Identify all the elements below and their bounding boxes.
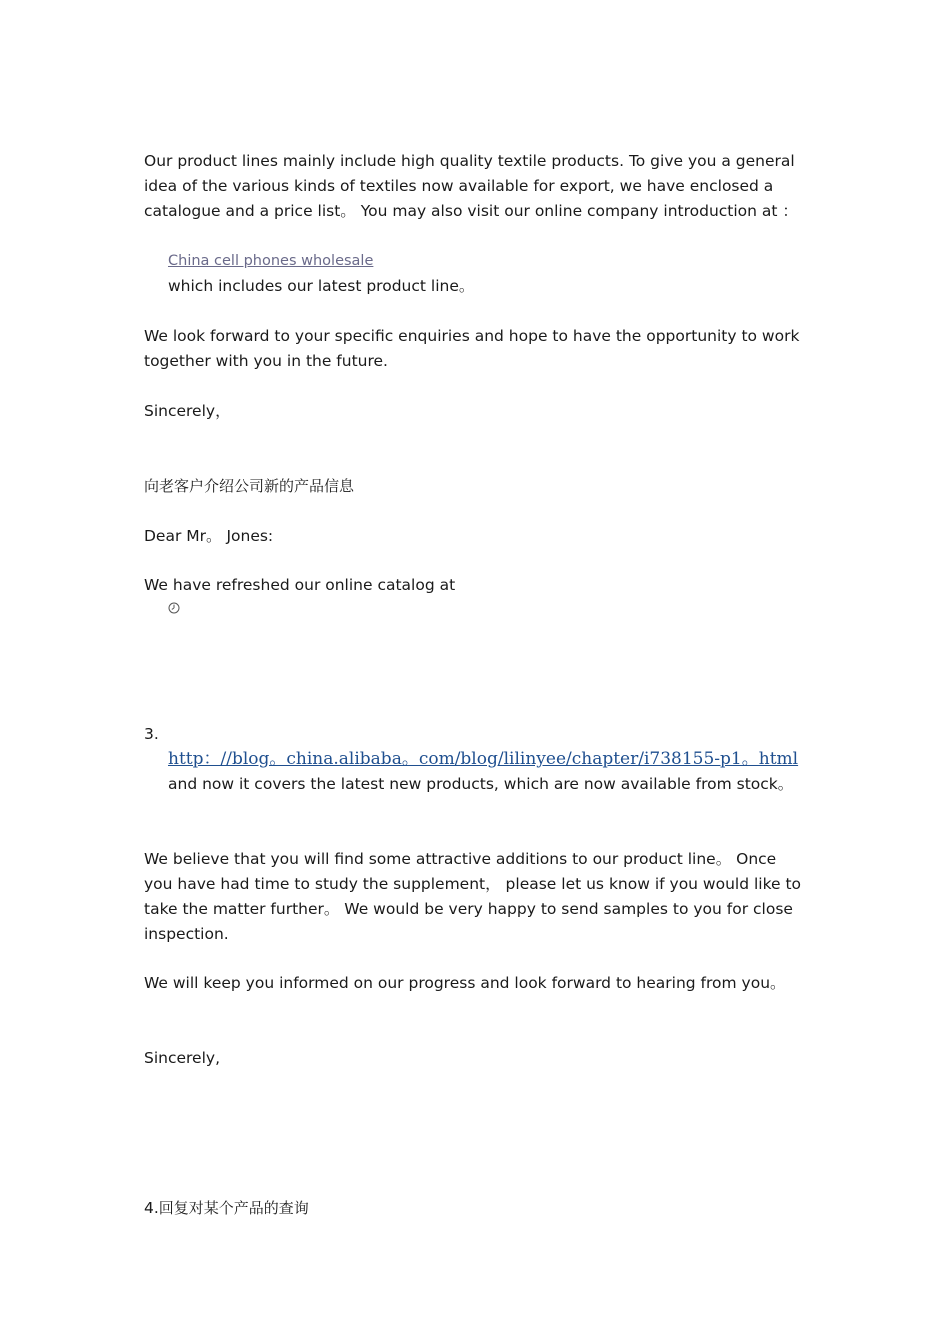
signoff-2: Sincerely,	[144, 1049, 221, 1067]
clock-icon	[168, 602, 180, 614]
closing-paragraph: We look forward to your specific enquiries and hope to have the opportunity to work together with you in the future.	[144, 327, 805, 370]
section-4-number: 4.	[144, 1199, 159, 1217]
progress-paragraph: We will keep you informed on our progress and look forward to hearing from you。	[144, 974, 786, 992]
catalog-url-link[interactable]: http：//blog。china.alibaba。com/blog/lilinyee/chapter/i738155-p1。html	[168, 749, 799, 769]
section-4-title: 回复对某个产品的查询	[158, 1199, 309, 1217]
intro-paragraph: Our product lines mainly include high quality textile products. To give you a general idea of the various kinds of textiles now available for export, we have enclosed a catalogue and a price list。 You may also visit our online company introduction at ：	[144, 152, 800, 220]
item-number-3: 3.	[144, 725, 159, 743]
section-4-heading	[144, 1196, 804, 1221]
supplement-paragraph: We believe that you will find some attractive additions to our product line。 Once you have had time to study the supplement， please let us know if you would like to take the matter further。 We would be very happy to send samples to you for close inspection.	[144, 850, 806, 943]
salutation: Dear Mr。 Jones:	[144, 527, 274, 545]
section-heading-new-products: 向老客户介绍公司新的产品信息	[144, 477, 355, 495]
intro-after-link: which includes our latest product line。	[168, 277, 475, 295]
catalog-opening: We have refreshed our online catalog at	[144, 576, 456, 594]
china-cell-phones-link[interactable]: China cell phones wholesale	[168, 253, 374, 269]
catalog-description: and now it covers the latest new products, which are now available from stock。	[168, 775, 794, 793]
signoff-1: Sincerely，	[144, 402, 231, 420]
